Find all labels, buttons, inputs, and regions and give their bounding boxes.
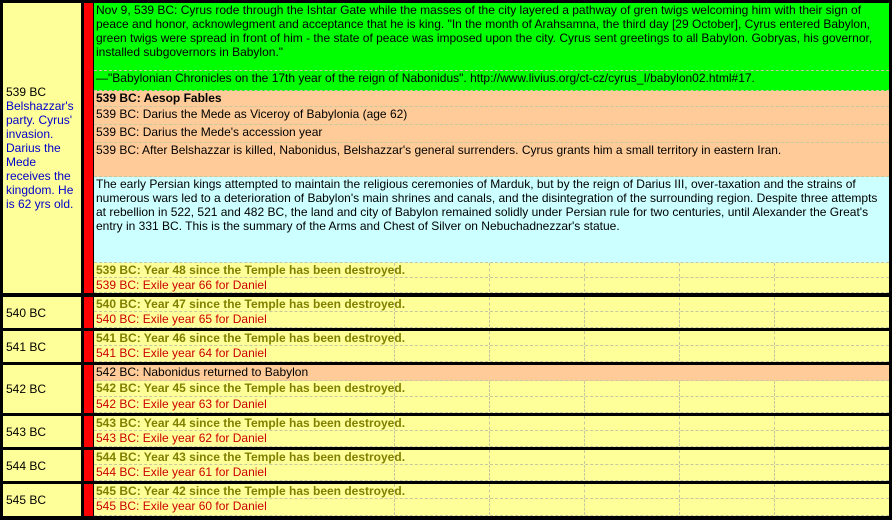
gridline bbox=[584, 297, 585, 311]
event-cell[interactable]: 541 BC: Exile year 64 for Daniel bbox=[94, 346, 889, 362]
gridline bbox=[584, 331, 585, 345]
event-rows bbox=[94, 3, 889, 293]
gridline bbox=[774, 346, 775, 361]
gridline bbox=[489, 297, 490, 311]
gridline bbox=[679, 499, 680, 515]
gridline bbox=[489, 416, 490, 430]
gridline bbox=[394, 297, 395, 311]
year-label: 544 BC bbox=[6, 458, 47, 473]
event-cell[interactable]: —"Babylonian Chronicles on the 17th year of the reign of Nabonidus". http://www.livius.org/ct-cz/cyrus_I/babylon02.html#17. bbox=[94, 71, 889, 91]
gridline bbox=[584, 465, 585, 480]
gridline bbox=[394, 263, 395, 277]
year-label: 543 BC bbox=[6, 424, 47, 439]
event-cell[interactable]: 544 BC: Year 43 since the Temple has been destroyed. bbox=[94, 450, 889, 465]
gridline bbox=[679, 263, 680, 277]
red-marker-column bbox=[84, 365, 93, 413]
gridline bbox=[584, 484, 585, 498]
year-cell[interactable] bbox=[3, 416, 81, 447]
gridline bbox=[584, 499, 585, 515]
event-cell[interactable]: 541 BC: Year 46 since the Temple has been destroyed. bbox=[94, 331, 889, 346]
gridline bbox=[489, 312, 490, 327]
year-label: 545 BC bbox=[6, 493, 47, 507]
year-cell[interactable] bbox=[3, 3, 81, 293]
event-cell[interactable]: 539 BC: Aesop Fables bbox=[94, 91, 889, 107]
year-cell[interactable] bbox=[3, 331, 81, 362]
gridline bbox=[394, 381, 395, 396]
event-cell[interactable]: 539 BC: Year 48 since the Temple has been destroyed. bbox=[94, 263, 889, 278]
gridline bbox=[679, 381, 680, 396]
red-marker-column bbox=[84, 484, 93, 516]
year-cell[interactable] bbox=[3, 297, 81, 328]
gridline bbox=[394, 312, 395, 327]
gridline bbox=[489, 381, 490, 396]
event-cell[interactable]: 539 BC: Darius the Mede as Viceroy of Babylonia (age 62) bbox=[94, 107, 889, 125]
gridline bbox=[394, 499, 395, 515]
gridline bbox=[679, 450, 680, 464]
year-cell[interactable] bbox=[3, 365, 81, 413]
gridline bbox=[584, 263, 585, 277]
gridline bbox=[394, 278, 395, 292]
gridline bbox=[774, 331, 775, 345]
gridline bbox=[394, 450, 395, 464]
gridline bbox=[774, 312, 775, 327]
gridline bbox=[394, 416, 395, 430]
red-marker-column bbox=[84, 297, 93, 328]
red-marker-column bbox=[84, 3, 93, 293]
gridline bbox=[774, 499, 775, 515]
gridline bbox=[679, 346, 680, 361]
gridline bbox=[774, 297, 775, 311]
gridline bbox=[584, 416, 585, 430]
gridline bbox=[584, 346, 585, 361]
event-cell[interactable]: 543 BC: Year 44 since the Temple has been destroyed. bbox=[94, 416, 889, 431]
gridline bbox=[394, 346, 395, 361]
gridline bbox=[774, 465, 775, 480]
year-cell[interactable] bbox=[3, 450, 81, 481]
event-cell[interactable]: 542 BC: Nabonidus returned to Babylon bbox=[94, 365, 889, 381]
gridline bbox=[679, 312, 680, 327]
gridline bbox=[774, 431, 775, 446]
gridline bbox=[489, 431, 490, 446]
event-cell[interactable]: 543 BC: Exile year 62 for Daniel bbox=[94, 431, 889, 447]
gridline bbox=[394, 465, 395, 480]
gridline bbox=[679, 278, 680, 292]
year-cell[interactable] bbox=[3, 484, 81, 516]
year-label: 541 BC bbox=[6, 339, 47, 354]
gridline bbox=[584, 381, 585, 396]
year-label: 539 BC bbox=[6, 85, 47, 99]
gridline bbox=[774, 484, 775, 498]
red-marker-column bbox=[84, 450, 93, 481]
gridline bbox=[489, 278, 490, 292]
gridline bbox=[584, 397, 585, 412]
red-marker-column bbox=[84, 416, 93, 447]
event-cell[interactable]: 542 BC: Year 45 since the Temple has been destroyed. bbox=[94, 381, 889, 397]
gridline bbox=[584, 278, 585, 292]
event-rows bbox=[94, 450, 889, 481]
gridline bbox=[774, 278, 775, 292]
event-cell[interactable]: 542 BC: Exile year 63 for Daniel bbox=[94, 397, 889, 413]
event-cell[interactable]: 539 BC: Exile year 66 for Daniel bbox=[94, 278, 889, 293]
gridline bbox=[489, 331, 490, 345]
gridline bbox=[584, 431, 585, 446]
gridline bbox=[584, 450, 585, 464]
gridline bbox=[394, 484, 395, 498]
event-rows bbox=[94, 365, 889, 413]
event-cell[interactable]: 545 BC: Exile year 60 for Daniel bbox=[94, 499, 889, 516]
gridline bbox=[679, 331, 680, 345]
red-marker-column bbox=[84, 331, 93, 362]
gridline bbox=[489, 499, 490, 515]
event-rows bbox=[94, 416, 889, 447]
event-cell[interactable]: The early Persian kings attempted to maintain the religious ceremonies of Marduk, but by the reign of Darius III, over-taxation and the strains of numerous wars led to a deterioration of Babylon's main shrines and canals, and the disintegration of the surrounding region. Despite three attempts at rebellion in 522, 521 and 482 BC, the land and city of Babylon remained solidly under Persian rule for two centuries, until Alexander the Great's entry in 331 BC. This is the summary of the Arms and Chest of Silver on Nebuchadnezzar's statue. bbox=[94, 177, 889, 263]
year-label: 542 BC bbox=[6, 382, 47, 396]
gridline bbox=[774, 450, 775, 464]
event-cell[interactable]: Nov 9, 539 BC: Cyrus rode through the Ishtar Gate while the masses of the city layered a pathway of gren twigs welcoming him with their sign of peace and honor, acknowlegment and acceptance that he is king. "In the month of Arahsamna, the third day [29 October], Cyrus entered Babylon, green twigs were spread in front of him - the state of peace was imposed upon the city. Cyrus sent greetings to all Babylon. Gobryas, his governor, installed subgovernors in Babylon." bbox=[94, 3, 889, 71]
gridline bbox=[489, 397, 490, 412]
gridline bbox=[679, 416, 680, 430]
event-rows bbox=[94, 331, 889, 362]
event-rows bbox=[94, 484, 889, 516]
gridline bbox=[489, 346, 490, 361]
gridline bbox=[489, 450, 490, 464]
event-cell[interactable]: 540 BC: Exile year 65 for Daniel bbox=[94, 312, 889, 328]
gridline bbox=[774, 416, 775, 430]
gridline bbox=[489, 484, 490, 498]
gridline bbox=[489, 465, 490, 480]
event-rows bbox=[94, 297, 889, 328]
gridline bbox=[679, 484, 680, 498]
gridline bbox=[394, 431, 395, 446]
event-cell[interactable]: 539 BC: Darius the Mede's accession year bbox=[94, 125, 889, 143]
gridline bbox=[774, 381, 775, 396]
gridline bbox=[679, 431, 680, 446]
gridline bbox=[584, 312, 585, 327]
event-cell[interactable]: 539 BC: After Belshazzar is killed, Nabonidus, Belshazzar's general surrenders. Cyrus grants him a small territory in eastern Iran. bbox=[94, 143, 889, 177]
gridline bbox=[394, 397, 395, 412]
gridline bbox=[489, 263, 490, 277]
event-cell[interactable]: 544 BC: Exile year 61 for Daniel bbox=[94, 465, 889, 481]
year-label: 540 BC bbox=[6, 305, 47, 320]
gridline bbox=[774, 397, 775, 412]
gridline bbox=[679, 297, 680, 311]
event-cell[interactable]: 540 BC: Year 47 since the Temple has been destroyed. bbox=[94, 297, 889, 312]
gridline bbox=[679, 465, 680, 480]
year-note: Belshazzar's party. Cyrus' invasion. Darius the Mede receives the kingdom. He is 62 yrs old. bbox=[6, 99, 74, 211]
gridline bbox=[394, 331, 395, 345]
gridline bbox=[774, 263, 775, 277]
event-cell[interactable]: 545 BC: Year 42 since the Temple has been destroyed. bbox=[94, 484, 889, 499]
gridline bbox=[679, 397, 680, 412]
